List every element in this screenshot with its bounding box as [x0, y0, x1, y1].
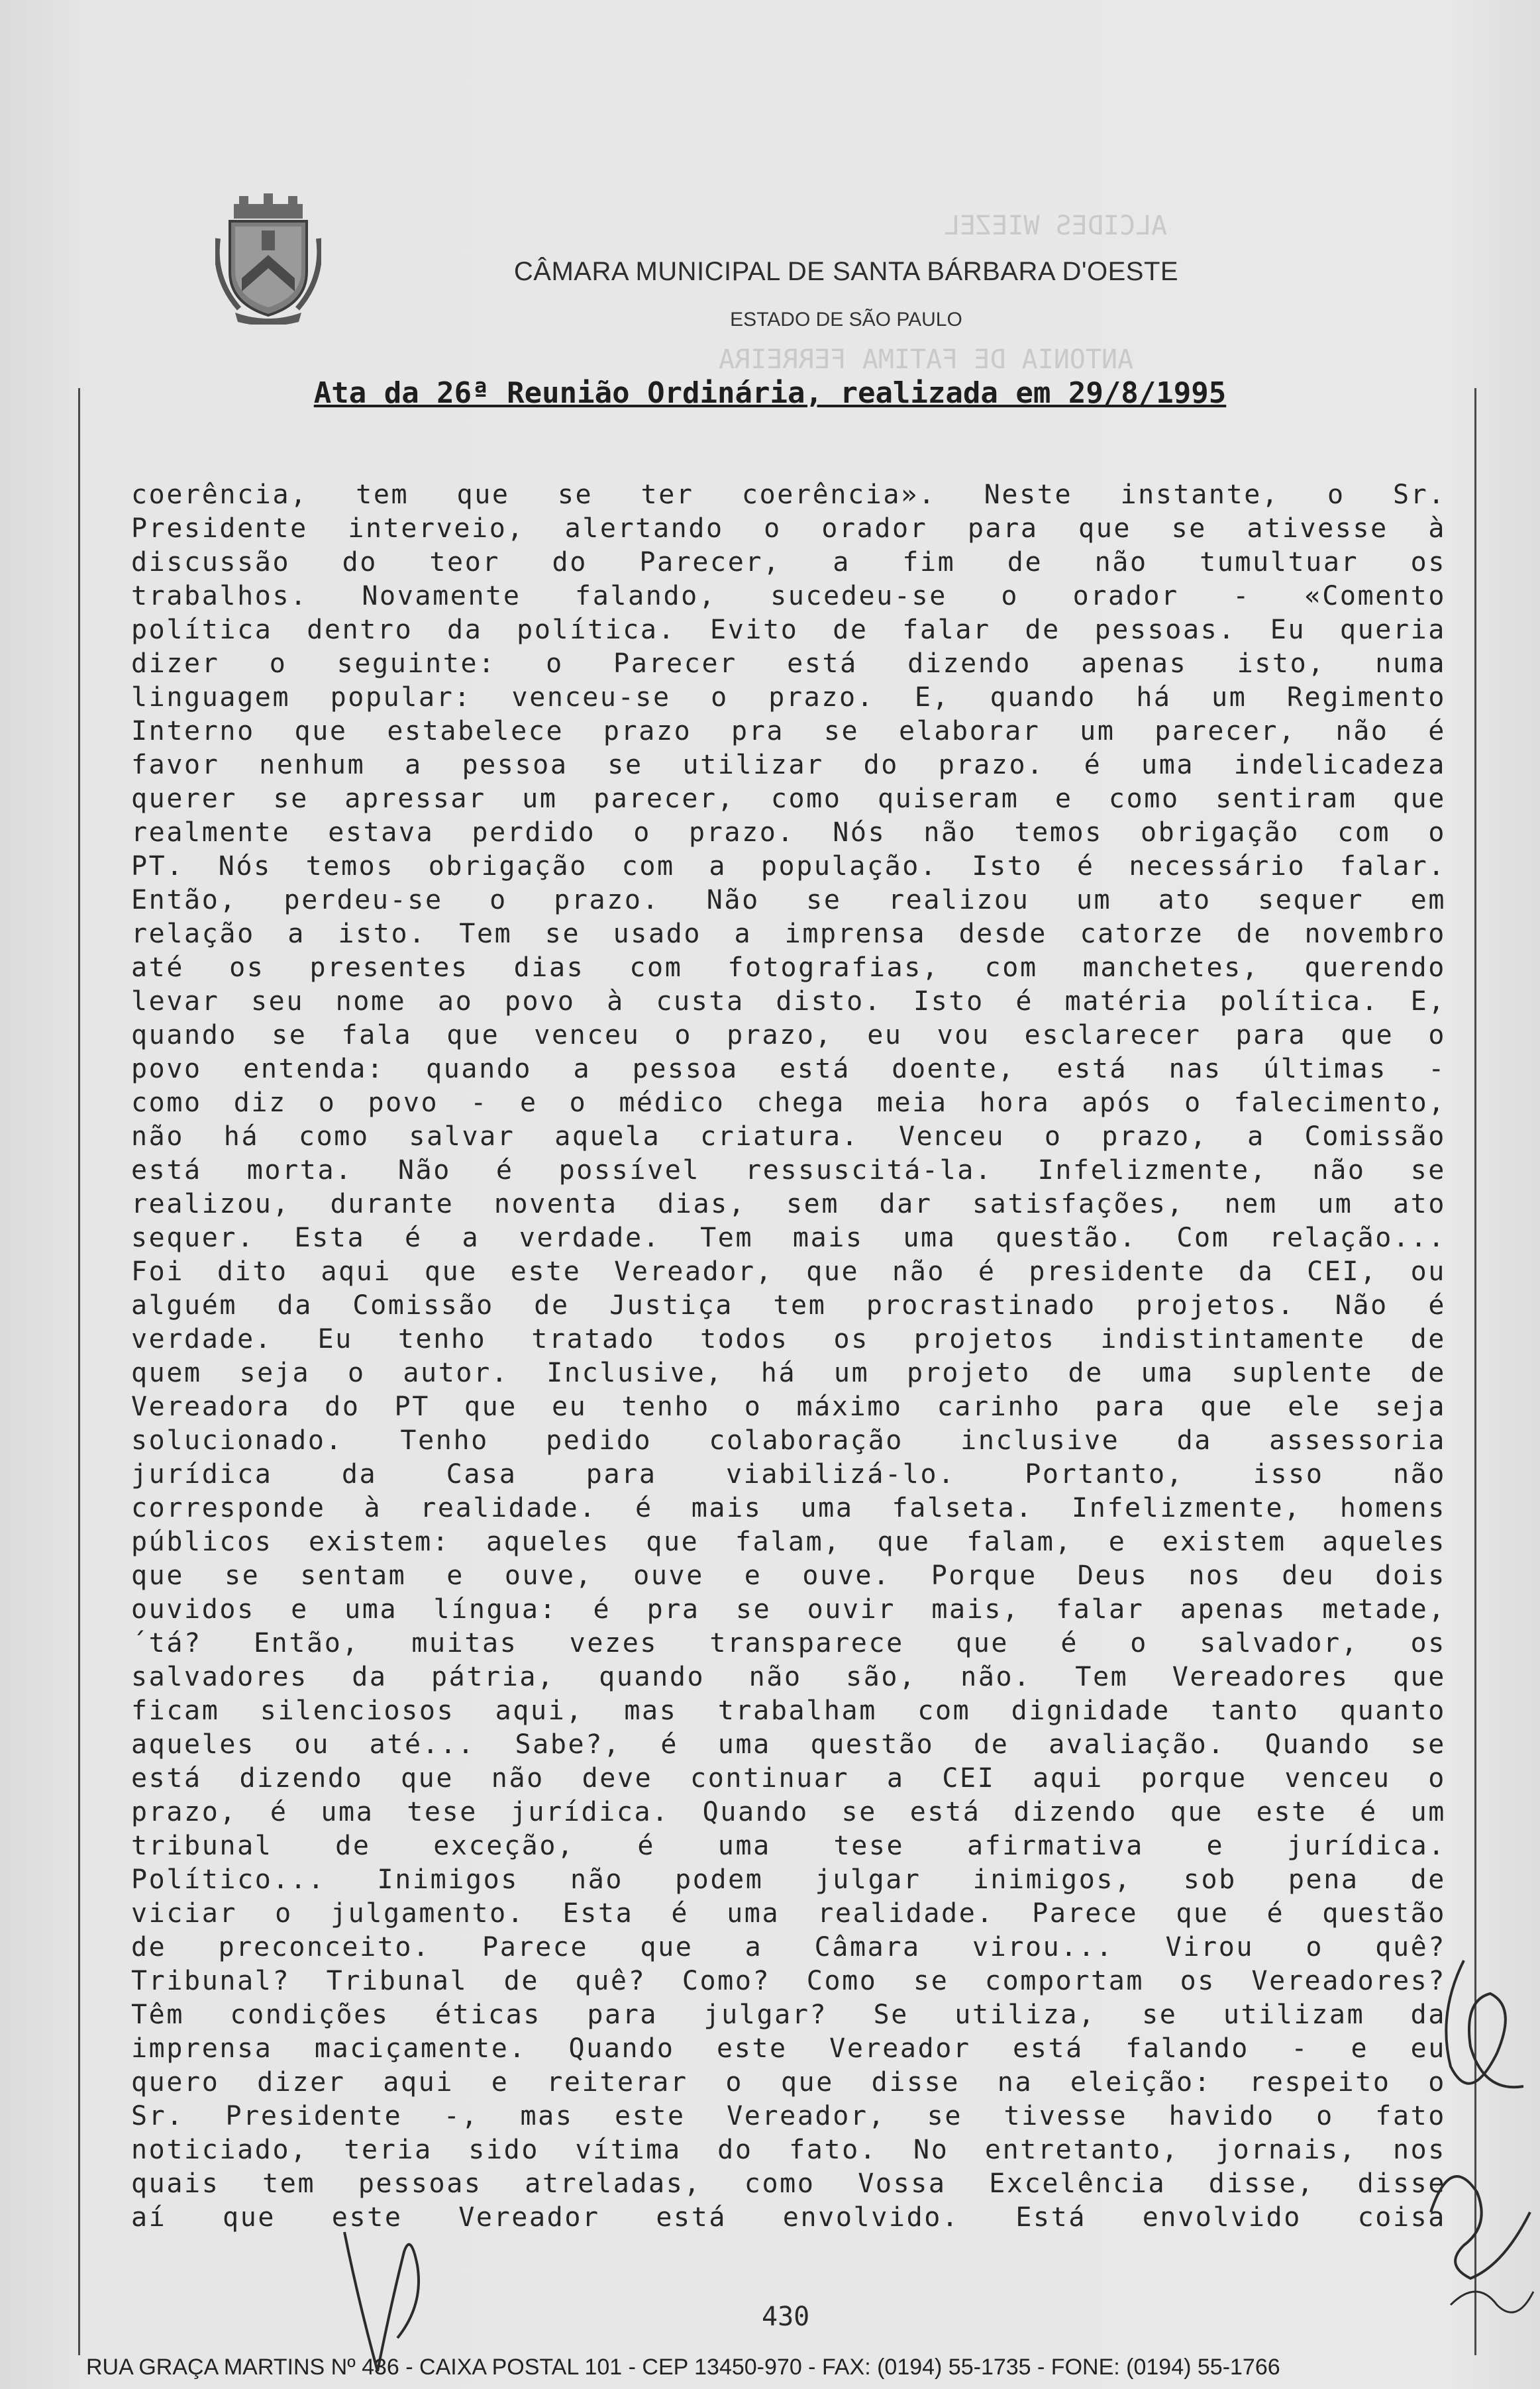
- bleed-through-text: ANTONIA DE FATIMA FERREIRA: [719, 344, 1134, 375]
- body-line: ficam silenciosos aqui, mas trabalham com dignidade tanto quanto: [131, 1696, 1446, 1726]
- body-line: corresponde à realidade. é mais uma falseta. Infelizmente, homens: [131, 1493, 1446, 1523]
- body-line: quando se fala que venceu o prazo, eu vou esclarecer para que o: [131, 1020, 1446, 1050]
- body-line: dizer o seguinte: o Parecer está dizendo apenas isto, numa: [131, 648, 1446, 679]
- body-line: levar seu nome ao povo à custa disto. Isto é matéria política. E,: [131, 986, 1446, 1017]
- body-line: Político... Inimigos não podem julgar inimigos, sob pena de: [131, 1864, 1446, 1895]
- institution-name: CÂMARA MUNICIPAL DE SANTA BÁRBARA D'OESTE: [513, 257, 1179, 286]
- body-line: como diz o povo - e o médico chega meia hora após o falecimento,: [131, 1088, 1446, 1118]
- body-line: povo entenda: quando a pessoa está doente, está nas últimas -: [131, 1054, 1446, 1084]
- body-line: imprensa maciçamente. Quando este Vereador está falando - e eu: [131, 2033, 1446, 2064]
- body-line: até os presentes dias com fotografias, com manchetes, querendo: [131, 952, 1446, 983]
- body-line: ouvidos e uma língua: é pra se ouvir mais, falar apenas metade,: [131, 1594, 1446, 1625]
- body-line: Sr. Presidente -, mas este Vereador, se tivesse havido o fato: [131, 2101, 1446, 2131]
- body-line: prazo, é uma tese jurídica. Quando se está dizendo que este é um: [131, 1797, 1446, 1827]
- body-line: noticiado, teria sido vítima do fato. No entretanto, jornais, nos: [131, 2135, 1446, 2165]
- body-line: política dentro da política. Evito de falar de pessoas. Eu queria: [131, 615, 1446, 645]
- body-line: viciar o julgamento. Esta é uma realidade. Parece que é questão: [131, 1898, 1446, 1929]
- body-line: tribunal de exceção, é uma tese afirmativa e jurídica.: [131, 1831, 1446, 1861]
- minutes-title: Ata da 26ª Reunião Ordinária, realizada em 29/8/1995: [313, 376, 1227, 410]
- body-line: verdade. Eu tenho tratado todos os projetos indistintamente de: [131, 1324, 1446, 1354]
- body-line: trabalhos. Novamente falando, sucedeu-se o orador - «Comento: [131, 581, 1446, 611]
- body-line: linguagem popular: venceu-se o prazo. E, quando há um Regimento: [131, 682, 1446, 713]
- body-line: está dizendo que não deve continuar a CEI aqui porque venceu o: [131, 1763, 1446, 1794]
- body-line: que se sentam e ouve, ouve e ouve. Porque Deus nos deu dois: [131, 1560, 1446, 1591]
- body-line: PT. Nós temos obrigação com a população. Isto é necessário falar.: [131, 851, 1446, 882]
- body-line: aí que este Vereador está envolvido. Está envolvido coisa: [131, 2202, 1446, 2233]
- body-line: jurídica da Casa para viabilizá-lo. Portanto, isso não: [131, 1459, 1446, 1490]
- body-line: realizou, durante noventa dias, sem dar satisfações, nem um ato: [131, 1189, 1446, 1219]
- body-line: solucionado. Tenho pedido colaboração inclusive da assessoria: [131, 1425, 1446, 1456]
- body-line: sequer. Esta é a verdade. Tem mais uma questão. Com relação...: [131, 1223, 1446, 1253]
- institution-state: ESTADO DE SÃO PAULO: [730, 309, 962, 330]
- body-line: não há como salvar aquela criatura. Venceu o prazo, a Comissão: [131, 1121, 1446, 1152]
- body-line: Foi dito aqui que este Vereador, que não é presidente da CEI, ou: [131, 1256, 1446, 1287]
- body-line: públicos existem: aqueles que falam, que falam, e existem aqueles: [131, 1527, 1446, 1557]
- body-line: realmente estava perdido o prazo. Nós não temos obrigação com o: [131, 817, 1446, 848]
- body-line: ´tá? Então, muitas vezes transparece que é o salvador, os: [131, 1628, 1446, 1658]
- body-line: quero dizer aqui e reiterar o que disse na eleição: respeito o: [131, 2067, 1446, 2098]
- body-line: Vereadora do PT que eu tenho o máximo carinho para que ele seja: [131, 1392, 1446, 1422]
- body-line: Têm condições éticas para julgar? Se utiliza, se utilizam da: [131, 2000, 1446, 2030]
- body-line: quem seja o autor. Inclusive, há um projeto de uma suplente de: [131, 1358, 1446, 1388]
- body-line: salvadores da pátria, quando não são, não. Tem Vereadores que: [131, 1662, 1446, 1692]
- bleed-through-text: ALCIDES WIEZEL: [944, 211, 1168, 241]
- body-line: Tribunal? Tribunal de quê? Como? Como se comportam os Vereadores?: [131, 1966, 1446, 1996]
- body-line: está morta. Não é possível ressuscitá-la. Infelizmente, não se: [131, 1155, 1446, 1186]
- signature-right-icon: [1424, 1934, 1537, 2331]
- body-line: relação a isto. Tem se usado a imprensa desde catorze de novembro: [131, 919, 1446, 949]
- body-line: Então, perdeu-se o prazo. Não se realizou um ato sequer em: [131, 885, 1446, 915]
- body-line: Interno que estabelece prazo pra se elaborar um parecer, não é: [131, 716, 1446, 746]
- body-line: discussão do teor do Parecer, a fim de não tumultuar os: [131, 547, 1446, 578]
- page-number: 430: [762, 2302, 810, 2332]
- body-line: quais tem pessoas atreladas, como Vossa Excelência disse, disse: [131, 2168, 1446, 2199]
- footer-address: RUA GRAÇA MARTINS Nº 436 - CAIXA POSTAL 101 - CEP 13450-970 - FAX: (0194) 55-1735 - FONE: (0194) 55-1766: [86, 2355, 1280, 2380]
- body-line: querer se apressar um parecer, como quiseram e como sentiram que: [131, 784, 1446, 814]
- left-margin-rule: [78, 388, 80, 2355]
- body-line: de preconceito. Parece que a Câmara virou... Virou o quê?: [131, 1932, 1446, 1962]
- body-line: Presidente interveio, alertando o orador para que se ativesse à: [131, 513, 1446, 544]
- body-line: aqueles ou até... Sabe?, é uma questão de avaliação. Quando se: [131, 1729, 1446, 1760]
- minutes-body: [131, 478, 1446, 2235]
- body-line: coerência, tem que se ter coerência». Neste instante, o Sr.: [131, 480, 1446, 510]
- body-line: alguém da Comissão de Justiça tem procrastinado projetos. Não é: [131, 1290, 1446, 1321]
- body-line: favor nenhum a pessoa se utilizar do prazo. é uma indelicadeza: [131, 750, 1446, 780]
